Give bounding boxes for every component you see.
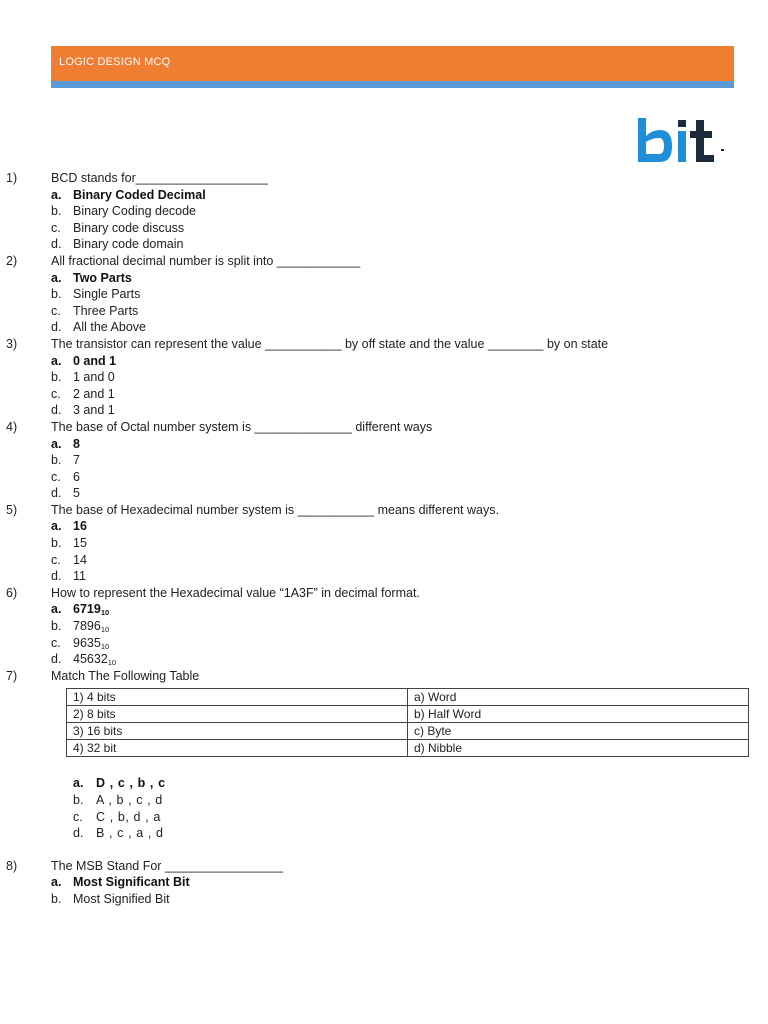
option-value: C , b, d , a bbox=[96, 809, 161, 824]
option-letter: d. bbox=[51, 403, 62, 418]
option-value: Two Parts bbox=[73, 270, 132, 285]
option-letter: b. bbox=[51, 619, 62, 634]
option-value: Binary code domain bbox=[73, 237, 184, 252]
answer-option bbox=[0, 402, 768, 419]
option-value: 7 bbox=[73, 453, 80, 468]
answer-option bbox=[0, 651, 768, 668]
option-value: B , c , a , d bbox=[96, 826, 164, 841]
answer-option bbox=[0, 353, 768, 370]
question-item bbox=[0, 668, 768, 858]
question-item bbox=[0, 170, 768, 253]
question-text: Match The Following Table bbox=[51, 668, 200, 683]
question-text: The base of Octal number system is ______________ different ways bbox=[51, 419, 433, 434]
question-text: The MSB Stand For _________________ bbox=[51, 858, 284, 873]
option-letter: a. bbox=[51, 519, 62, 534]
option-text bbox=[73, 236, 183, 253]
question-item bbox=[0, 858, 768, 908]
answer-option bbox=[0, 436, 768, 453]
question-number: 2) bbox=[6, 253, 18, 268]
option-value: 15 bbox=[73, 536, 87, 551]
option-letter: c. bbox=[73, 809, 83, 824]
answer-option bbox=[0, 270, 768, 287]
option-text bbox=[73, 369, 115, 386]
option-text bbox=[73, 303, 138, 320]
option-value: 6 bbox=[73, 469, 80, 484]
table-cell-left: 1) 4 bits bbox=[67, 689, 408, 706]
option-text bbox=[73, 319, 146, 336]
question-item bbox=[0, 336, 768, 419]
answer-option bbox=[0, 825, 768, 842]
question-text: The base of Hexadecimal number system is ___________ means different ways. bbox=[51, 502, 499, 517]
option-letter: d. bbox=[51, 237, 62, 252]
answer-option bbox=[0, 552, 768, 569]
question-text: How to represent the Hexadecimal value “1A3F” in decimal format. bbox=[51, 585, 420, 600]
option-letter: d. bbox=[51, 486, 62, 501]
option-letter: c. bbox=[51, 635, 61, 650]
option-letter: b. bbox=[51, 536, 62, 551]
option-value: 3 and 1 bbox=[73, 403, 115, 418]
option-text bbox=[73, 452, 80, 469]
answer-option bbox=[0, 203, 768, 220]
option-letter: c. bbox=[51, 469, 61, 484]
option-value: Binary Coded Decimal bbox=[73, 187, 206, 202]
question-number: 6) bbox=[6, 585, 18, 600]
option-value: 8 bbox=[73, 436, 80, 451]
option-value: D , c , b , c bbox=[96, 776, 166, 791]
option-value: 2 and 1 bbox=[73, 386, 115, 401]
subscript-base: 10 bbox=[100, 625, 110, 635]
option-letter: a. bbox=[51, 875, 62, 890]
answer-option bbox=[0, 469, 768, 486]
option-letter: b. bbox=[73, 793, 84, 807]
option-value: Binary Coding decode bbox=[73, 204, 196, 219]
subscript-base: 10 bbox=[107, 658, 117, 668]
option-text bbox=[73, 203, 196, 220]
table-row bbox=[67, 740, 749, 757]
answer-option bbox=[0, 891, 768, 908]
answer-option bbox=[0, 601, 768, 618]
option-text bbox=[73, 386, 115, 403]
option-value: 11 bbox=[73, 569, 86, 584]
option-value: Three Parts bbox=[73, 303, 139, 318]
answer-option bbox=[0, 775, 768, 792]
answer-option bbox=[0, 518, 768, 535]
answer-option bbox=[0, 568, 768, 585]
option-value: 14 bbox=[73, 552, 87, 567]
option-value: Most Signified Bit bbox=[73, 891, 170, 906]
table-row bbox=[67, 723, 749, 740]
option-value: 6719 bbox=[73, 602, 101, 617]
table-cell-left: 2) 8 bits bbox=[67, 706, 408, 723]
option-text bbox=[96, 809, 161, 826]
option-value: 16 bbox=[73, 519, 87, 534]
table-cell-right: d) Nibble bbox=[408, 740, 749, 757]
answer-option bbox=[0, 618, 768, 635]
option-letter: a. bbox=[73, 776, 84, 791]
question-item bbox=[0, 419, 768, 502]
question-item bbox=[0, 253, 768, 336]
header-bar bbox=[51, 46, 734, 81]
answer-option bbox=[0, 236, 768, 253]
question-text: BCD stands for___________________ bbox=[51, 171, 268, 185]
answer-option bbox=[0, 187, 768, 204]
option-text bbox=[73, 286, 140, 303]
question-number: 1) bbox=[6, 171, 18, 185]
table-cell-right: b) Half Word bbox=[408, 706, 749, 723]
option-text bbox=[73, 568, 86, 585]
option-text bbox=[73, 220, 184, 237]
question-number: 5) bbox=[6, 502, 18, 517]
option-letter: b. bbox=[51, 287, 62, 302]
document-title: LOGIC DESIGN MCQ bbox=[59, 56, 171, 68]
question-number: 3) bbox=[6, 336, 18, 351]
option-text bbox=[73, 469, 80, 486]
question-list bbox=[0, 170, 768, 908]
option-text bbox=[73, 402, 115, 419]
option-letter: a. bbox=[51, 353, 62, 368]
question-item bbox=[0, 585, 768, 668]
option-value: Single Parts bbox=[73, 287, 141, 302]
answer-option bbox=[0, 286, 768, 303]
table-cell-left: 3) 16 bits bbox=[67, 723, 408, 740]
option-text bbox=[96, 792, 163, 809]
question-number: 4) bbox=[6, 419, 18, 434]
question-number: 7) bbox=[6, 668, 18, 683]
option-letter: c. bbox=[51, 303, 61, 318]
option-value: 5 bbox=[73, 486, 80, 501]
answer-option bbox=[0, 452, 768, 469]
option-letter: d. bbox=[51, 569, 62, 584]
answer-option bbox=[0, 386, 768, 403]
answer-option bbox=[0, 220, 768, 237]
option-text bbox=[73, 485, 80, 502]
option-value: 45632 bbox=[73, 652, 108, 667]
option-value: 0 and 1 bbox=[73, 353, 117, 368]
option-letter: b. bbox=[51, 891, 62, 906]
option-text bbox=[73, 874, 190, 891]
option-letter: d. bbox=[73, 826, 84, 841]
option-letter: a. bbox=[51, 602, 62, 617]
option-value: 7896 bbox=[73, 619, 101, 634]
bit-logo bbox=[636, 116, 728, 166]
subscript-base: 10 bbox=[100, 641, 110, 651]
subscript-base: 10 bbox=[100, 608, 110, 618]
answer-option bbox=[0, 635, 768, 652]
option-value: Most Significant Bit bbox=[73, 875, 190, 890]
answer-option bbox=[0, 874, 768, 891]
answer-option bbox=[0, 809, 768, 826]
option-text bbox=[96, 825, 164, 842]
answer-option bbox=[0, 535, 768, 552]
header-stripe bbox=[51, 81, 734, 88]
option-value: 1 and 0 bbox=[73, 370, 115, 385]
option-value: 9635 bbox=[73, 635, 101, 650]
question-number: 8) bbox=[6, 858, 18, 873]
table-row bbox=[67, 706, 749, 723]
option-letter: a. bbox=[51, 436, 62, 451]
option-text bbox=[73, 270, 132, 287]
answer-option bbox=[0, 369, 768, 386]
option-text bbox=[73, 552, 87, 569]
option-value: A , b , c , d bbox=[96, 793, 163, 807]
answer-option bbox=[0, 319, 768, 336]
answer-option bbox=[0, 485, 768, 502]
option-text bbox=[73, 535, 87, 552]
question-text: The transistor can represent the value ___________ by off state and the value ________ by on state bbox=[51, 336, 609, 351]
option-letter: b. bbox=[51, 204, 62, 219]
option-letter: c. bbox=[51, 220, 61, 235]
table-row bbox=[67, 689, 749, 706]
option-letter: d. bbox=[51, 320, 62, 335]
table-cell-left: 4) 32 bit bbox=[67, 740, 408, 757]
answer-option bbox=[0, 792, 768, 809]
option-text bbox=[73, 187, 206, 204]
table-cell-right: a) Word bbox=[408, 689, 749, 706]
option-value: All the Above bbox=[73, 320, 146, 335]
option-letter: a. bbox=[51, 270, 62, 285]
option-letter: c. bbox=[51, 386, 61, 401]
option-text bbox=[73, 518, 87, 535]
option-letter: c. bbox=[51, 552, 61, 567]
option-letter: a. bbox=[51, 187, 62, 202]
option-letter: d. bbox=[51, 652, 62, 667]
option-text bbox=[73, 353, 116, 370]
match-table bbox=[66, 688, 749, 757]
option-value: Binary code discuss bbox=[73, 220, 185, 235]
option-text bbox=[96, 775, 166, 792]
question-text: All fractional decimal number is split into ____________ bbox=[51, 253, 361, 268]
option-text bbox=[73, 436, 80, 453]
option-text bbox=[73, 891, 170, 908]
option-letter: b. bbox=[51, 453, 62, 468]
question-item bbox=[0, 502, 768, 585]
option-letter: b. bbox=[51, 370, 62, 385]
answer-option bbox=[0, 303, 768, 320]
table-cell-right: c) Byte bbox=[408, 723, 749, 740]
